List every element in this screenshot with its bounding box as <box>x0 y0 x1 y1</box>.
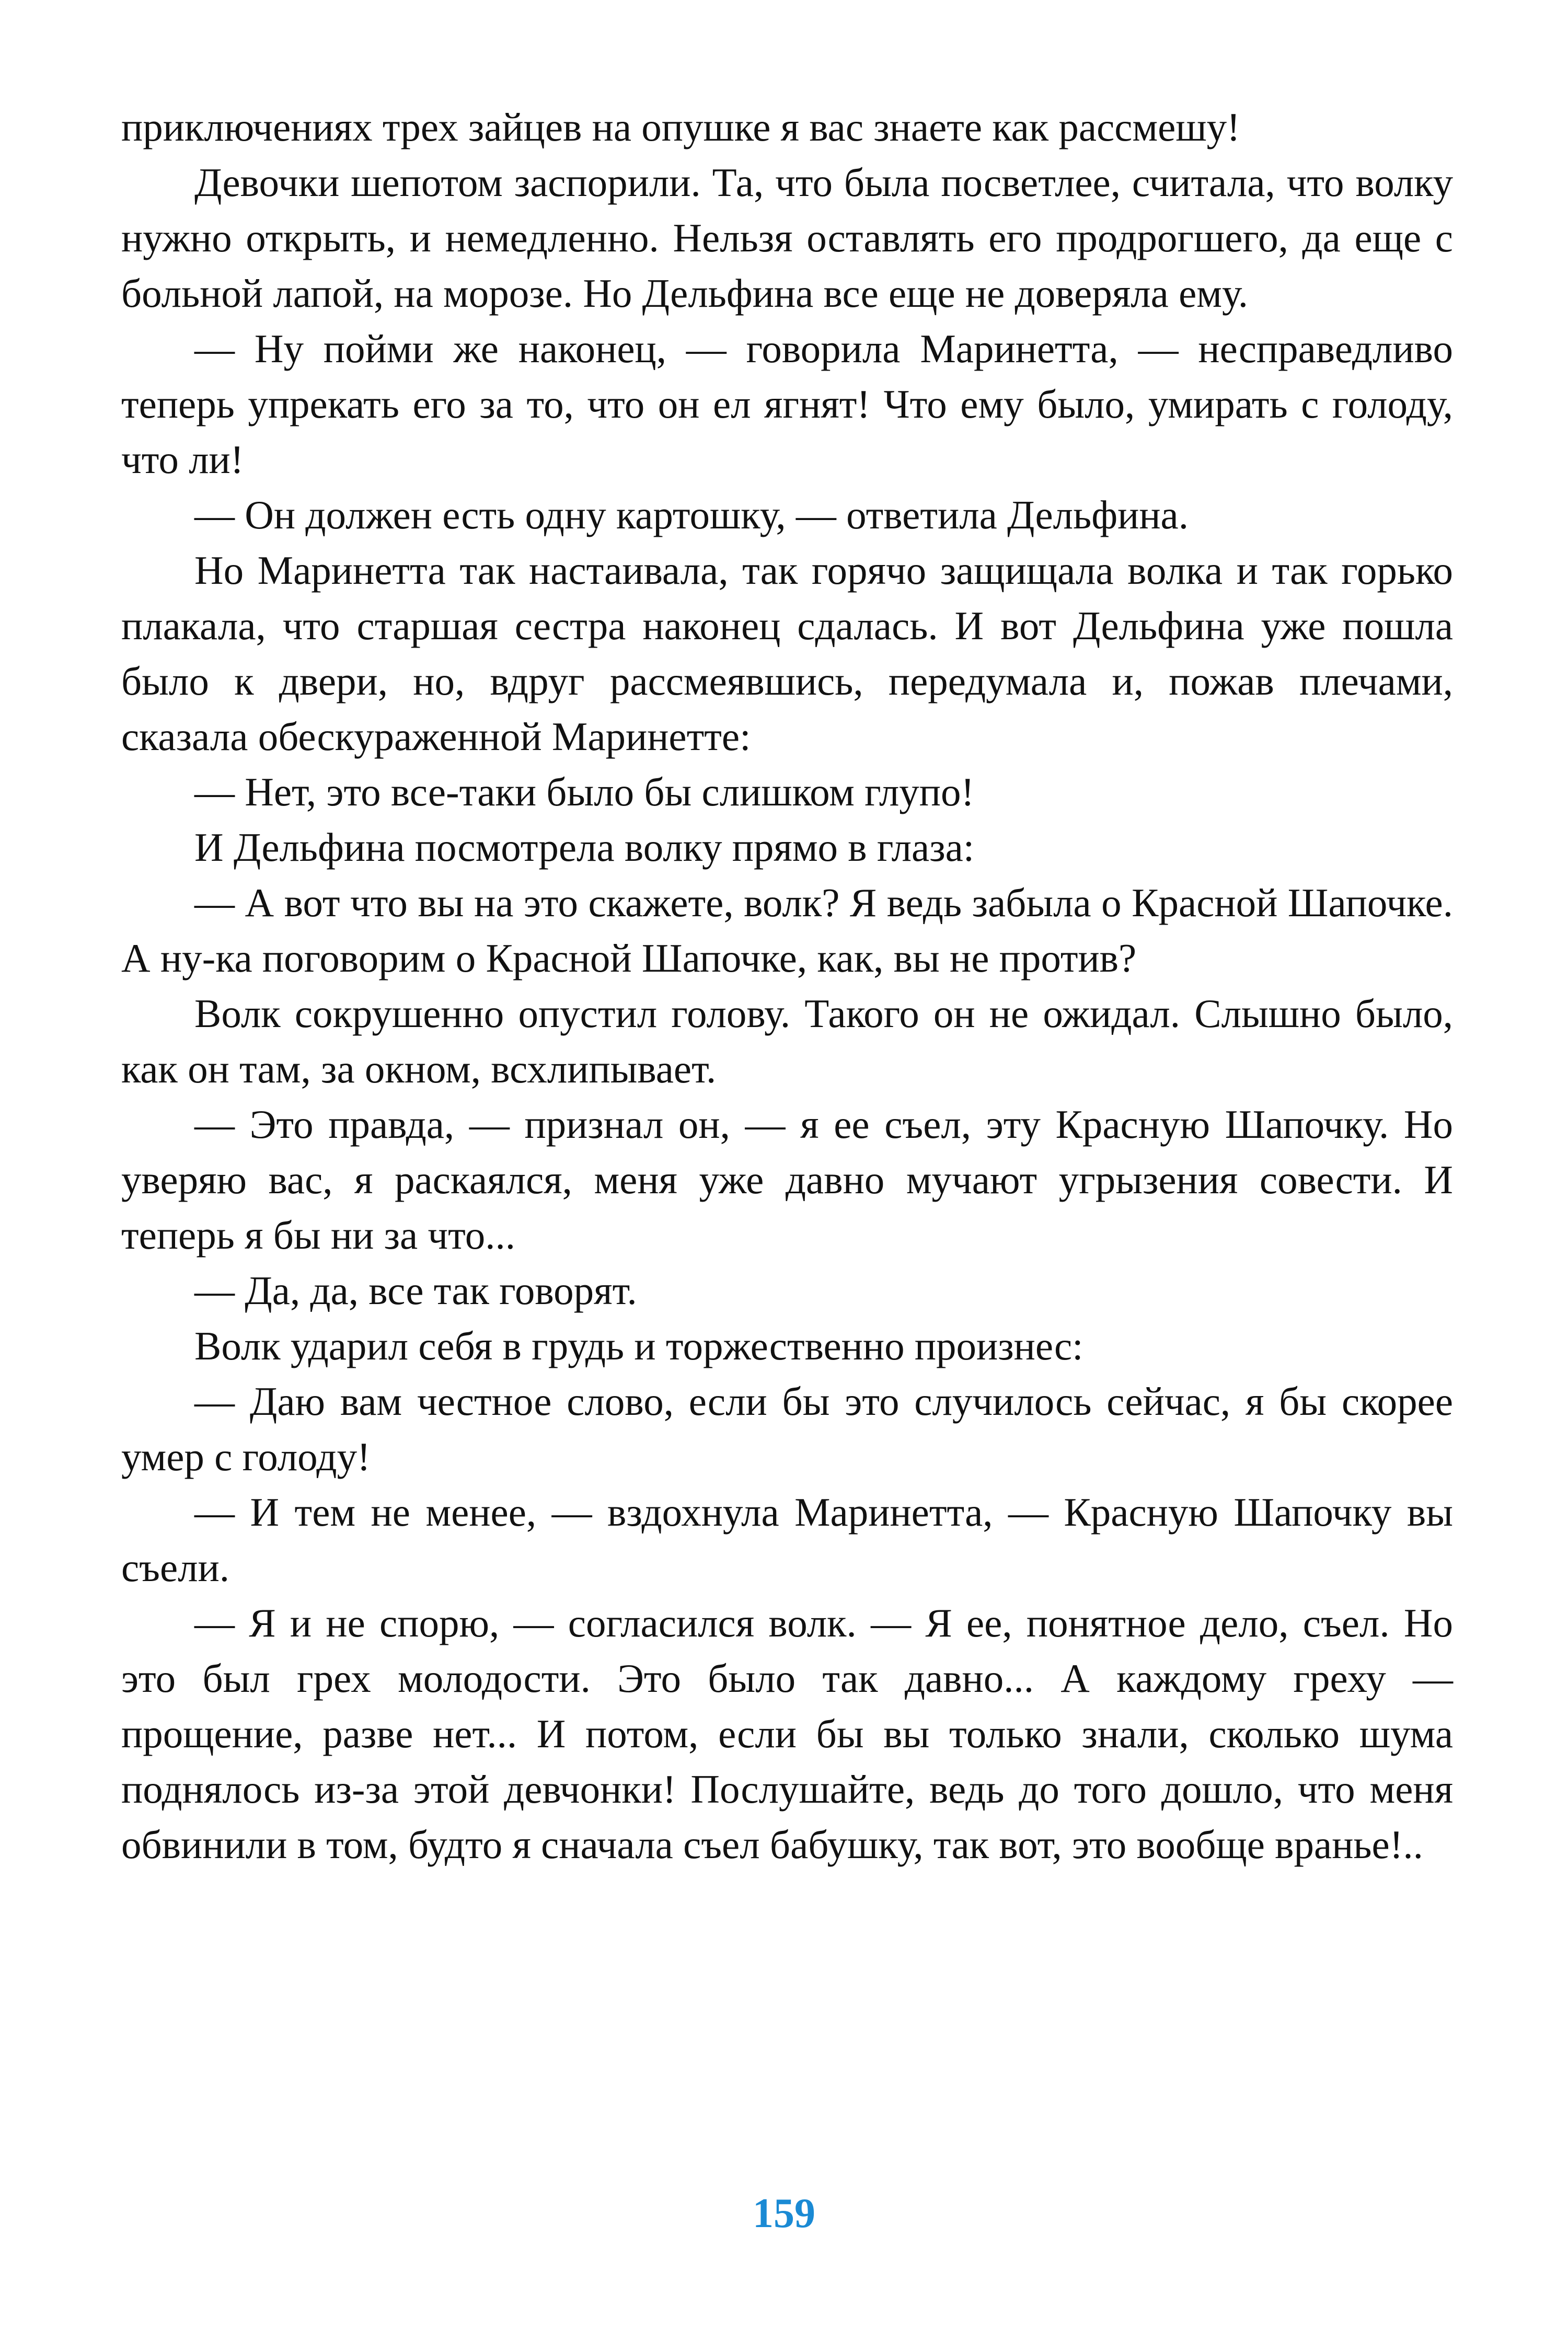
page-text <box>121 99 1453 1872</box>
dialogue-line: — Ну пойми же наконец, — говорила Маринетта, — несправедливо теперь упрекать его за то, что он ел ягнят! Что ему было, умирать с голоду, что ли! <box>121 326 1453 482</box>
paragraph: Но Маринетта так настаивала, так горячо защищала волка и так горько плакала, что старшая сестра наконец сдалась. И вот Дельфина уже пошла было к двери, но, вдруг рассмеявшись, передумала и, пожав плечами, сказала обескураженной Маринетте: <box>121 548 1453 759</box>
dialogue-line: — Да, да, все так говорят. <box>194 1268 637 1313</box>
dialogue-line: — Даю вам честное слово, если бы это случилось сейчас, я бы скорее умер с голоду! <box>121 1379 1453 1479</box>
dialogue-line: — Нет, это все-таки было бы слишком глупо! <box>194 769 975 814</box>
dialogue-line: — А вот что вы на это скажете, волк? Я ведь забыла о Красной Шапочке. А ну-ка поговорим о Красной Шапочке, как, вы не против? <box>121 880 1453 981</box>
dialogue-line: — И тем не менее, — вздохнула Маринетта, — Красную Шапочку вы съели. <box>121 1490 1453 1590</box>
dialogue-line: — Он должен есть одну картошку, — ответила Дельфина. <box>194 492 1189 537</box>
paragraph-continuation: приключениях трех зайцев на опушке я вас знаете как рассмешу! <box>121 105 1240 149</box>
paragraph: И Дельфина посмотрела волку прямо в глаза: <box>194 825 975 870</box>
dialogue-line: — Это правда, — признал он, — я ее съел, эту Красную Шапочку. Но уверяю вас, я раскаялся, меня уже давно мучают угрызения совести. И теперь я бы ни за что... <box>121 1102 1453 1258</box>
paragraph: Волк сокрушенно опустил голову. Такого он не ожидал. Слышно было, как он там, за окном, всхлипывает. <box>121 991 1453 1091</box>
paragraph: Девочки шепотом заспорили. Та, что была посветлее, считала, что волку нужно открыть, и немедленно. Нельзя оставлять его продрогшего, да еще с больной лапой, на морозе. Но Дельфина все еще не доверяла ему. <box>121 160 1453 316</box>
dialogue-line: — Я и не спорю, — согласился волк. — Я ее, понятное дело, съел. Но это был грех молодости. Это было так давно... А каждому греху — прощение, разве нет... И потом, если бы вы только знали, сколько шума поднялось из-за этой девчонки! Послушайте, ведь до того дошло, что меня обвинили в том, будто я сначала съел бабушку, так вот, это вообще вранье!.. <box>121 1600 1453 1867</box>
paragraph: Волк ударил себя в грудь и торжественно произнес: <box>194 1323 1083 1368</box>
page-number: 159 <box>753 2190 815 2236</box>
